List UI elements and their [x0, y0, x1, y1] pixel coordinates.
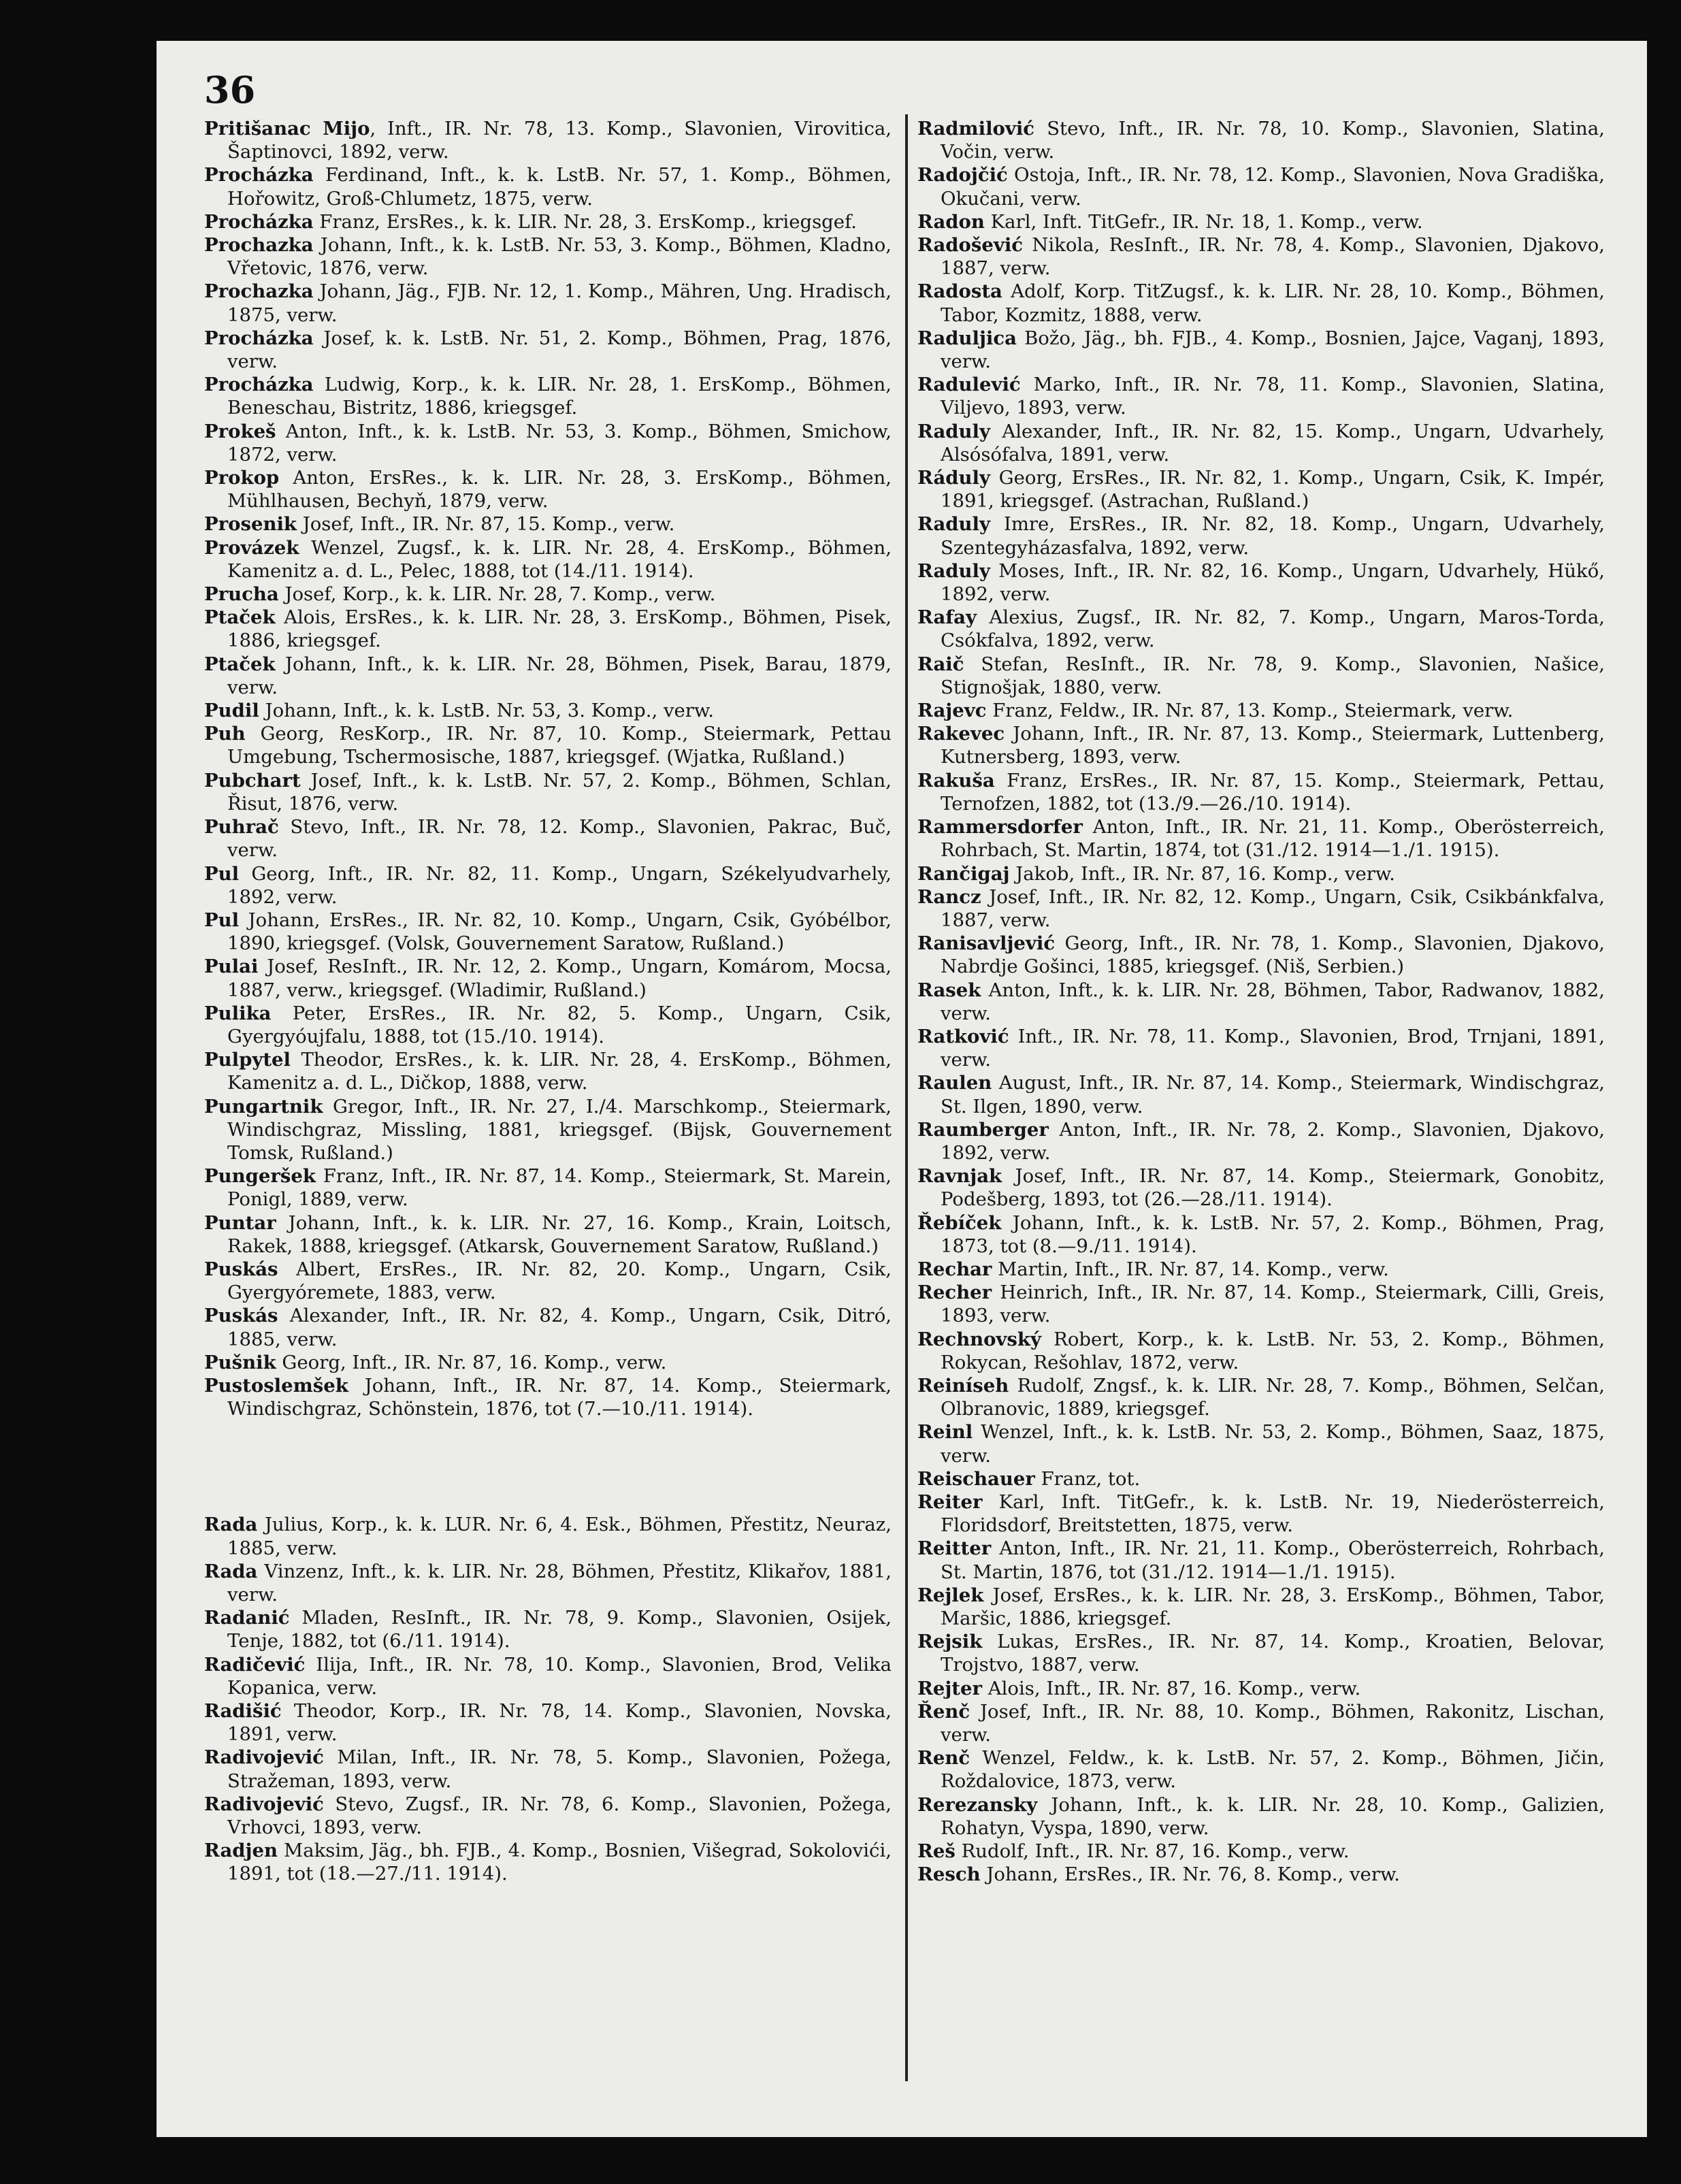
entry-surname: Procházka — [204, 327, 314, 349]
entry-details: Georg, Inft., IR. Nr. 82, 11. Komp., Ungarn, Székelyudvarhely, 1892, verw. — [227, 862, 892, 908]
entry-details: Alois, Inft., IR. Nr. 87, 16. Komp., verw. — [982, 1677, 1361, 1699]
entry-surname: Reiter — [917, 1490, 983, 1513]
entry-details: Johann, Jäg., FJB. Nr. 12, 1. Komp., Mähren, Ung. Hradisch, 1875, verw. — [227, 280, 892, 326]
entry-surname: Rancz — [917, 885, 981, 908]
entry-surname: Raduljica — [917, 327, 1017, 349]
entry-details: Ferdinand, Inft., k. k. LstB. Nr. 57, 1. Komp., Böhmen, Hořowitz, Groß-Chlumetz, 1875, verw. — [227, 164, 892, 210]
list-entry — [917, 932, 1605, 978]
entry-details: Ilija, Inft., IR. Nr. 78, 10. Komp., Slavonien, Brod, Velika Kopanica, verw. — [227, 1653, 892, 1699]
entry-surname: Raduly — [917, 420, 990, 442]
entry-surname: Pušnik — [204, 1351, 276, 1373]
entry-details: Heinrich, Inft., IR. Nr. 87, 14. Komp., Steiermark, Cilli, Greis, 1893, verw. — [941, 1282, 1605, 1327]
entry-details: Rudolf, Inft., IR. Nr. 87, 16. Komp., verw. — [955, 1840, 1350, 1863]
entry-details: Inft., IR. Nr. 78, 11. Komp., Slavonien, Brod, Trnjani, 1891, verw. — [941, 1025, 1605, 1071]
entry-details: Stevo, Inft., IR. Nr. 78, 12. Komp., Slavonien, Pakrac, Buč, verw. — [227, 816, 892, 862]
left-column — [204, 117, 892, 1886]
list-entry — [204, 1164, 892, 1211]
entry-details: Wenzel, Zugsf., k. k. LIR. Nr. 28, 4. ErsKomp., Böhmen, Kamenitz a. d. L., Pelec, 1888, tot (14./11. 1914). — [227, 536, 892, 582]
list-entry — [917, 1537, 1605, 1583]
entry-surname: Procházka — [204, 210, 314, 233]
list-entry — [204, 163, 892, 210]
list-entry — [204, 1653, 892, 1699]
entry-details: Franz, Inft., IR. Nr. 87, 14. Komp., Steiermark, St. Marein, Ponigl, 1889, verw. — [227, 1165, 892, 1211]
list-entry — [917, 606, 1605, 652]
entry-surname: Rada — [204, 1514, 258, 1536]
list-entry — [204, 327, 892, 373]
entry-details: Georg, Inft., IR. Nr. 87, 16. Komp., verw. — [276, 1351, 667, 1373]
entry-surname: Rada — [204, 1560, 258, 1582]
entry-details: Imre, ErsRes., IR. Nr. 82, 18. Komp., Ungarn, Udvarhely, Szentegyházasfalva, 1892, verw. — [941, 513, 1605, 559]
entry-surname: Radišić — [204, 1700, 282, 1722]
entry-details: Josef, Inft., IR. Nr. 82, 12. Komp., Ungarn, Csik, Csikbánkfalva, 1887, verw. — [941, 885, 1605, 931]
entry-surname: Raumberger — [917, 1118, 1049, 1141]
entry-surname: Radošević — [917, 234, 1024, 257]
list-entry — [204, 1211, 892, 1258]
right-column — [917, 117, 1605, 1886]
list-entry — [917, 1420, 1605, 1467]
entry-surname: Pulika — [204, 1002, 272, 1024]
list-entry — [917, 1630, 1605, 1676]
list-entry — [204, 233, 892, 280]
entry-surname: Reš — [917, 1840, 956, 1863]
entry-details: Anton, Inft., k. k. LIR. Nr. 28, Böhmen, Tabor, Radwanov, 1882, verw. — [941, 979, 1605, 1024]
entry-surname: Radanić — [204, 1607, 290, 1629]
entry-details: Mladen, ResInft., IR. Nr. 78, 9. Komp., Slavonien, Osijek, Tenje, 1882, tot (6./11. 1914). — [227, 1607, 892, 1652]
entry-surname: Řenč — [917, 1700, 970, 1723]
document-page — [157, 41, 1647, 2137]
list-entry — [204, 117, 892, 163]
entry-surname: Procházka — [204, 374, 314, 396]
entry-surname: Pungeršek — [204, 1165, 316, 1188]
entry-surname: Resch — [917, 1863, 981, 1886]
entry-surname: Renč — [917, 1747, 970, 1770]
list-entry — [204, 1374, 892, 1420]
entry-surname: Prokop — [204, 467, 280, 489]
entry-details: Anton, Inft., IR. Nr. 21, 11. Komp., Oberösterreich, Rohrbach, St. Martin, 1874, tot (31./12. 1914—1./1. 1915). — [941, 816, 1605, 862]
entry-details: Josef, Inft., IR. Nr. 88, 10. Komp., Böhmen, Rakonitz, Lischan, verw. — [941, 1700, 1605, 1746]
list-entry — [204, 1746, 892, 1792]
list-entry — [204, 722, 892, 768]
entry-details: Alexander, Inft., IR. Nr. 82, 4. Komp., Ungarn, Csik, Ditró, 1885, verw. — [227, 1305, 892, 1350]
entry-details: Wenzel, Inft., k. k. LstB. Nr. 53, 2. Komp., Böhmen, Saaz, 1875, verw. — [941, 1421, 1605, 1467]
entry-surname: Raič — [917, 653, 964, 675]
entry-details: Ostoja, Inft., IR. Nr. 78, 12. Komp., Slavonien, Nova Gradiška, Okučani, verw. — [941, 164, 1605, 210]
list-entry — [204, 536, 892, 583]
entry-surname: Pulpytel — [204, 1049, 291, 1071]
list-entry — [204, 1258, 892, 1304]
list-entry — [917, 1281, 1605, 1327]
list-entry — [917, 327, 1605, 373]
entry-surname: Radivojević — [204, 1746, 324, 1769]
entry-surname: Pulai — [204, 956, 259, 978]
entry-surname: Radičević — [204, 1653, 306, 1676]
entry-details: Theodor, Korp., IR. Nr. 78, 14. Komp., Slavonien, Novska, 1891, verw. — [227, 1700, 892, 1746]
entry-details: Georg, ErsRes., IR. Nr. 82, 1. Komp., Ungarn, Csik, K. Impér, 1891, kriegsgef. (Astrachan, Rußland.) — [941, 467, 1605, 512]
entry-details: Milan, Inft., IR. Nr. 78, 5. Komp., Slavonien, Požega, Stražeman, 1893, verw. — [227, 1746, 892, 1792]
list-entry — [917, 1328, 1605, 1374]
list-entry — [917, 1258, 1605, 1281]
entry-details: Josef, k. k. LstB. Nr. 51, 2. Komp., Böhmen, Prag, 1876, verw. — [227, 327, 892, 373]
list-entry — [917, 885, 1605, 932]
list-entry — [204, 699, 892, 722]
entry-surname: Rejter — [917, 1677, 982, 1699]
list-entry — [917, 1467, 1605, 1490]
entry-details: Adolf, Korp. TitZugsf., k. k. LIR. Nr. 28, 10. Komp., Böhmen, Tabor, Kozmitz, 1888, verw. — [941, 280, 1605, 326]
entry-details: Stevo, Inft., IR. Nr. 78, 10. Komp., Slavonien, Slatina, Vočin, verw. — [941, 118, 1605, 163]
entry-surname: Rejlek — [917, 1584, 984, 1606]
entry-details: Josef, Inft., k. k. LstB. Nr. 57, 2. Komp., Böhmen, Schlan, Řisut, 1876, verw. — [227, 769, 892, 815]
list-entry — [917, 1071, 1605, 1118]
list-entry — [204, 1304, 892, 1350]
entry-surname: Rerezansky — [917, 1793, 1038, 1816]
entry-details: Julius, Korp., k. k. LUR. Nr. 6, 4. Esk., Böhmen, Přestitz, Neuraz, 1885, verw. — [227, 1514, 892, 1559]
entry-surname: Rafay — [917, 606, 977, 629]
list-entry — [917, 117, 1605, 163]
entry-details: Josef, ResInft., IR. Nr. 12, 2. Komp., Ungarn, Komárom, Mocsa, 1887, verw., kriegsgef. (Wladimir, Rußland.) — [227, 956, 892, 1001]
entry-details: August, Inft., IR. Nr. 87, 14. Komp., Steiermark, Windischgraz, St. Ilgen, 1890, verw. — [941, 1072, 1605, 1118]
entry-details: Marko, Inft., IR. Nr. 78, 11. Komp., Slavonien, Slatina, Viljevo, 1893, verw. — [941, 374, 1605, 419]
list-entry — [204, 1351, 892, 1374]
list-entry — [204, 280, 892, 326]
entry-details: Josef, Korp., k. k. LIR. Nr. 28, 7. Komp., verw. — [278, 583, 716, 606]
entry-details: Johann, Inft., k. k. LIR. Nr. 28, 10. Komp., Galizien, Rohatyn, Vyspa, 1890, verw. — [941, 1793, 1605, 1839]
entry-details: Josef, ErsRes., k. k. LIR. Nr. 28, 3. ErsKomp., Böhmen, Tabor, Maršic, 1886, kriegsgef. — [941, 1584, 1605, 1629]
list-entry — [917, 1490, 1605, 1537]
entry-details: Johann, ErsRes., IR. Nr. 82, 10. Komp., Ungarn, Csik, Gyóbélbor, 1890, kriegsgef. (Volsk, Gouvernement Saratow, Rußland.) — [227, 909, 892, 955]
entry-surname: Ráduly — [917, 467, 990, 489]
list-entry — [917, 466, 1605, 512]
list-entry — [917, 233, 1605, 280]
entry-details: Anton, Inft., k. k. LstB. Nr. 53, 3. Komp., Böhmen, Smichow, 1872, verw. — [227, 420, 892, 466]
list-entry — [917, 1863, 1605, 1886]
entry-surname: Prochazka — [204, 234, 314, 257]
entry-details: Alexander, Inft., IR. Nr. 82, 15. Komp., Ungarn, Udvarhely, Alsósófalva, 1891, verw. — [941, 420, 1605, 466]
entry-details: Stefan, ResInft., IR. Nr. 78, 9. Komp., Slavonien, Našice, Stignošjak, 1880, verw. — [941, 653, 1605, 698]
entry-surname: Radulević — [917, 374, 1021, 396]
entry-details: Theodor, ErsRes., k. k. LIR. Nr. 28, 4. ErsKomp., Böhmen, Kamenitz a. d. L., Dičkop, 1888, verw. — [227, 1049, 892, 1094]
list-entry — [917, 979, 1605, 1025]
entry-surname: Recher — [917, 1282, 992, 1304]
entry-details: Johann, ErsRes., IR. Nr. 76, 8. Komp., verw. — [980, 1863, 1400, 1886]
entry-surname: Prucha — [204, 583, 279, 606]
entry-surname: Pustoslemšek — [204, 1374, 348, 1397]
entry-details: Stevo, Zugsf., IR. Nr. 78, 6. Komp., Slavonien, Požega, Vrhovci, 1893, verw. — [227, 1793, 892, 1839]
entry-details: Gregor, Inft., IR. Nr. 27, I./4. Marschkomp., Steiermark, Windischgraz, Missling, 1881, kriegsgef. (Bijsk, Gouvernement Tomsk, Rußland.) — [227, 1095, 892, 1164]
entry-details: Lukas, ErsRes., IR. Nr. 87, 14. Komp., Kroatien, Belovar, Trojstvo, 1887, verw. — [941, 1631, 1605, 1676]
entry-details: Alois, ErsRes., k. k. LIR. Nr. 28, 3. ErsKomp., Böhmen, Pisek, 1886, kriegsgef. — [227, 606, 892, 652]
list-entry — [204, 1095, 892, 1165]
entry-details: Ludwig, Korp., k. k. LIR. Nr. 28, 1. ErsKomp., Böhmen, Beneschau, Bistritz, 1886, kriegsgef. — [227, 374, 892, 419]
entry-details: Vinzenz, Inft., k. k. LIR. Nr. 28, Böhmen, Přestitz, Klikařov, 1881, verw. — [227, 1560, 892, 1606]
entry-details: Franz, Feldw., IR. Nr. 87, 13. Komp., Steiermark, verw. — [986, 700, 1514, 722]
entry-details: Wenzel, Feldw., k. k. LstB. Nr. 57, 2. Komp., Böhmen, Jičin, Roždalovice, 1873, verw. — [941, 1747, 1605, 1793]
entry-details: Albert, ErsRes., IR. Nr. 82, 20. Komp., Ungarn, Csik, Gyergyóremete, 1883, verw. — [227, 1258, 892, 1304]
entry-surname: Provázek — [204, 536, 299, 559]
entry-details: Alexius, Zugsf., IR. Nr. 82, 7. Komp., Ungarn, Maros-Torda, Csókfalva, 1892, verw. — [941, 606, 1605, 652]
page-number: 36 — [204, 68, 256, 112]
entry-details: Johann, Inft., k. k. LIR. Nr. 28, Böhmen, Pisek, Barau, 1879, verw. — [227, 653, 892, 698]
entry-surname: Rančigaj — [917, 862, 1010, 885]
entry-surname: Rechar — [917, 1258, 992, 1280]
entry-details: Anton, ErsRes., k. k. LIR. Nr. 28, 3. ErsKomp., Böhmen, Mühlhausen, Bechyň, 1879, verw. — [227, 467, 892, 512]
entry-surname: Ptaček — [204, 606, 276, 629]
entry-surname: Reischauer — [917, 1467, 1035, 1490]
entry-details: Johann, Inft., k. k. LstB. Nr. 53, 3. Komp., Böhmen, Kladno, Vřetovic, 1876, verw. — [227, 234, 892, 280]
column-divider — [905, 114, 908, 2081]
list-entry — [204, 955, 892, 1001]
entry-surname: Radjen — [204, 1840, 278, 1862]
entry-surname: Řebíček — [917, 1211, 1002, 1234]
entry-details: Johann, Inft., k. k. LIR. Nr. 27, 16. Komp., Krain, Loitsch, Rakek, 1888, kriegsgef. (Atkarsk, Gouvernement Saratow, Rußland.) — [227, 1211, 892, 1257]
list-entry — [917, 1793, 1605, 1840]
entry-surname: Rajevc — [917, 700, 987, 722]
entry-surname: Puskás — [204, 1258, 278, 1280]
entry-surname: Rechnovský — [917, 1328, 1041, 1350]
entry-surname: Puhrač — [204, 816, 279, 838]
entry-details: Josef, Inft., IR. Nr. 87, 14. Komp., Steiermark, Gonobitz, Podešberg, 1893, tot (26.—28./11. 1914). — [941, 1165, 1605, 1211]
list-entry — [917, 653, 1605, 699]
list-entry — [917, 1374, 1605, 1420]
entry-surname: Procházka — [204, 164, 314, 186]
list-entry — [204, 210, 892, 233]
list-entry — [204, 466, 892, 512]
entry-details: Nikola, ResInft., IR. Nr. 78, 4. Komp., Slavonien, Djakovo, 1887, verw. — [941, 234, 1605, 280]
entry-details: Rudolf, Zngsf., k. k. LIR. Nr. 28, 7. Komp., Böhmen, Selčan, Olbranovic, 1889, kriegsgef. — [941, 1374, 1605, 1420]
entry-surname: Rejsik — [917, 1631, 983, 1653]
list-entry — [204, 815, 892, 862]
entry-surname: Pubchart — [204, 769, 301, 792]
list-entry — [917, 210, 1605, 233]
entry-details: Franz, ErsRes., k. k. LIR. Nr. 28, 3. ErsKomp., kriegsgef. — [313, 210, 858, 233]
entry-details: Franz, ErsRes., IR. Nr. 87, 15. Komp., Steiermark, Pettau, Ternofzen, 1882, tot (13./9.—26./10. 1914). — [941, 769, 1605, 815]
list-entry — [204, 583, 892, 606]
entry-surname: Raulen — [917, 1072, 992, 1094]
entry-surname: Prochazka — [204, 280, 314, 303]
entry-surname: Rakevec — [917, 723, 1005, 745]
entry-surname: Prokeš — [204, 420, 276, 442]
entry-details: Josef, Inft., IR. Nr. 87, 15. Komp., verw. — [296, 513, 675, 536]
list-entry — [917, 420, 1605, 466]
entry-surname: Reiníseh — [917, 1374, 1009, 1397]
entry-surname: Ravnjak — [917, 1165, 1002, 1188]
list-entry — [917, 1746, 1605, 1793]
list-entry — [204, 769, 892, 815]
list-entry — [204, 373, 892, 419]
entry-details: Anton, Inft., IR. Nr. 78, 2. Komp., Slavonien, Djakovo, 1892, verw. — [941, 1118, 1605, 1164]
list-entry — [204, 512, 892, 536]
list-entry — [917, 699, 1605, 722]
entry-details: Božo, Jäg., bh. FJB., 4. Komp., Bosnien, Jajce, Vaganj, 1893, verw. — [941, 327, 1605, 373]
entry-surname: Pudil — [204, 700, 259, 722]
entry-surname: Radojčić — [917, 164, 1008, 186]
entry-surname: Pul — [204, 909, 240, 931]
entry-details: Robert, Korp., k. k. LstB. Nr. 53, 2. Komp., Böhmen, Rokycan, Rešohlav, 1872, verw. — [941, 1328, 1605, 1373]
entry-details: Johann, Inft., IR. Nr. 87, 14. Komp., Steiermark, Windischgraz, Schönstein, 1876, tot (7.—10./11. 1914). — [227, 1374, 892, 1420]
entry-surname: Puntar — [204, 1211, 276, 1234]
entry-surname: Radmilović — [917, 118, 1035, 140]
list-entry — [204, 420, 892, 466]
entry-details: Karl, Inft. TitGefr., k. k. LstB. Nr. 19, Niederösterreich, Floridsdorf, Breitstetten, 1875, verw. — [941, 1490, 1605, 1537]
list-entry — [204, 606, 892, 652]
list-entry — [917, 1840, 1605, 1863]
list-entry — [917, 163, 1605, 210]
list-entry — [917, 815, 1605, 862]
entry-surname: Raduly — [917, 513, 990, 536]
list-entry — [204, 653, 892, 699]
list-entry — [917, 1584, 1605, 1630]
list-entry — [204, 1048, 892, 1094]
list-entry — [917, 1700, 1605, 1746]
entry-details: Johann, Inft., k. k. LstB. Nr. 57, 2. Komp., Böhmen, Prag, 1873, tot (8.—9./11. 1914). — [941, 1211, 1605, 1257]
entry-details: Jakob, Inft., IR. Nr. 87, 16. Komp., verw. — [1009, 862, 1395, 885]
entry-details: Martin, Inft., IR. Nr. 87, 14. Komp., verw. — [992, 1258, 1389, 1280]
list-entry — [917, 1677, 1605, 1700]
list-entry — [204, 862, 892, 909]
list-entry — [204, 1560, 892, 1606]
entry-details: Johann, Inft., k. k. LstB. Nr. 53, 3. Komp., verw. — [259, 700, 714, 722]
list-entry — [917, 373, 1605, 419]
entry-details: , Inft., IR. Nr. 78, 13. Komp., Slavonien, Virovitica, Šaptinovci, 1892, verw. — [227, 118, 892, 163]
list-entry — [917, 862, 1605, 885]
entry-surname: Radivojević — [204, 1793, 324, 1815]
list-entry — [204, 1793, 892, 1839]
entry-details: Georg, Inft., IR. Nr. 78, 1. Komp., Slavonien, Djakovo, Nabrdje Gošinci, 1885, kriegsgef. (Niš, Serbien.) — [941, 932, 1605, 978]
entry-details: Maksim, Jäg., bh. FJB., 4. Komp., Bosnien, Višegrad, Sokolovići, 1891, tot (18.—27./11. 1914). — [227, 1840, 892, 1885]
entry-details: Karl, Inft. TitGefr., IR. Nr. 18, 1. Komp., verw. — [984, 210, 1423, 233]
list-entry — [204, 1839, 892, 1885]
list-entry — [204, 909, 892, 955]
list-entry — [917, 1025, 1605, 1071]
entry-surname: Ptaček — [204, 653, 276, 675]
entry-surname: Pritišanac Mijo — [204, 118, 370, 140]
list-entry — [917, 1164, 1605, 1211]
entry-surname: Ratković — [917, 1025, 1009, 1047]
list-entry — [917, 280, 1605, 326]
entry-details: Anton, Inft., IR. Nr. 21, 11. Komp., Oberösterreich, Rohrbach, St. Martin, 1876, tot (31./12. 1914—1./1. 1915). — [941, 1537, 1605, 1583]
section-gap — [204, 1420, 892, 1513]
entry-surname: Pul — [204, 862, 240, 885]
list-entry — [204, 1606, 892, 1652]
list-entry — [917, 722, 1605, 768]
entry-surname: Radosta — [917, 280, 1002, 303]
entry-surname: Reitter — [917, 1537, 992, 1560]
list-entry — [917, 1211, 1605, 1258]
list-entry — [204, 1699, 892, 1746]
entry-surname: Rammersdorfer — [917, 816, 1083, 838]
entry-surname: Raduly — [917, 559, 990, 582]
list-entry — [917, 1118, 1605, 1164]
entry-surname: Prosenik — [204, 513, 297, 536]
entry-details: Georg, ResKorp., IR. Nr. 87, 10. Komp., Steiermark, Pettau Umgebung, Tschermosische, 1887, kriegsgef. (Wjatka, Rußland.) — [227, 723, 892, 768]
list-entry — [917, 769, 1605, 815]
entry-surname: Rasek — [917, 979, 981, 1001]
list-entry — [917, 559, 1605, 606]
entry-surname: Pungartnik — [204, 1095, 323, 1118]
entry-details: Franz, tot. — [1034, 1467, 1141, 1490]
entry-surname: Ranisavljević — [917, 932, 1056, 955]
entry-surname: Puh — [204, 723, 246, 745]
entry-surname: Reinl — [917, 1421, 973, 1444]
entry-details: Peter, ErsRes., IR. Nr. 82, 5. Komp., Ungarn, Csik, Gyergyóujfalu, 1888, tot (15./10. 1914). — [227, 1002, 892, 1047]
list-entry — [204, 1002, 892, 1048]
list-entry — [917, 512, 1605, 559]
entry-details: Johann, Inft., IR. Nr. 87, 13. Komp., Steiermark, Luttenberg, Kutnersberg, 1893, verw. — [941, 723, 1605, 768]
entry-details: Moses, Inft., IR. Nr. 82, 16. Komp., Ungarn, Udvarhely, Hükő, 1892, verw. — [941, 559, 1605, 606]
list-entry — [204, 1513, 892, 1559]
entry-surname: Puskás — [204, 1305, 278, 1327]
entry-surname: Radon — [917, 210, 985, 233]
entry-surname: Rakuša — [917, 769, 995, 792]
